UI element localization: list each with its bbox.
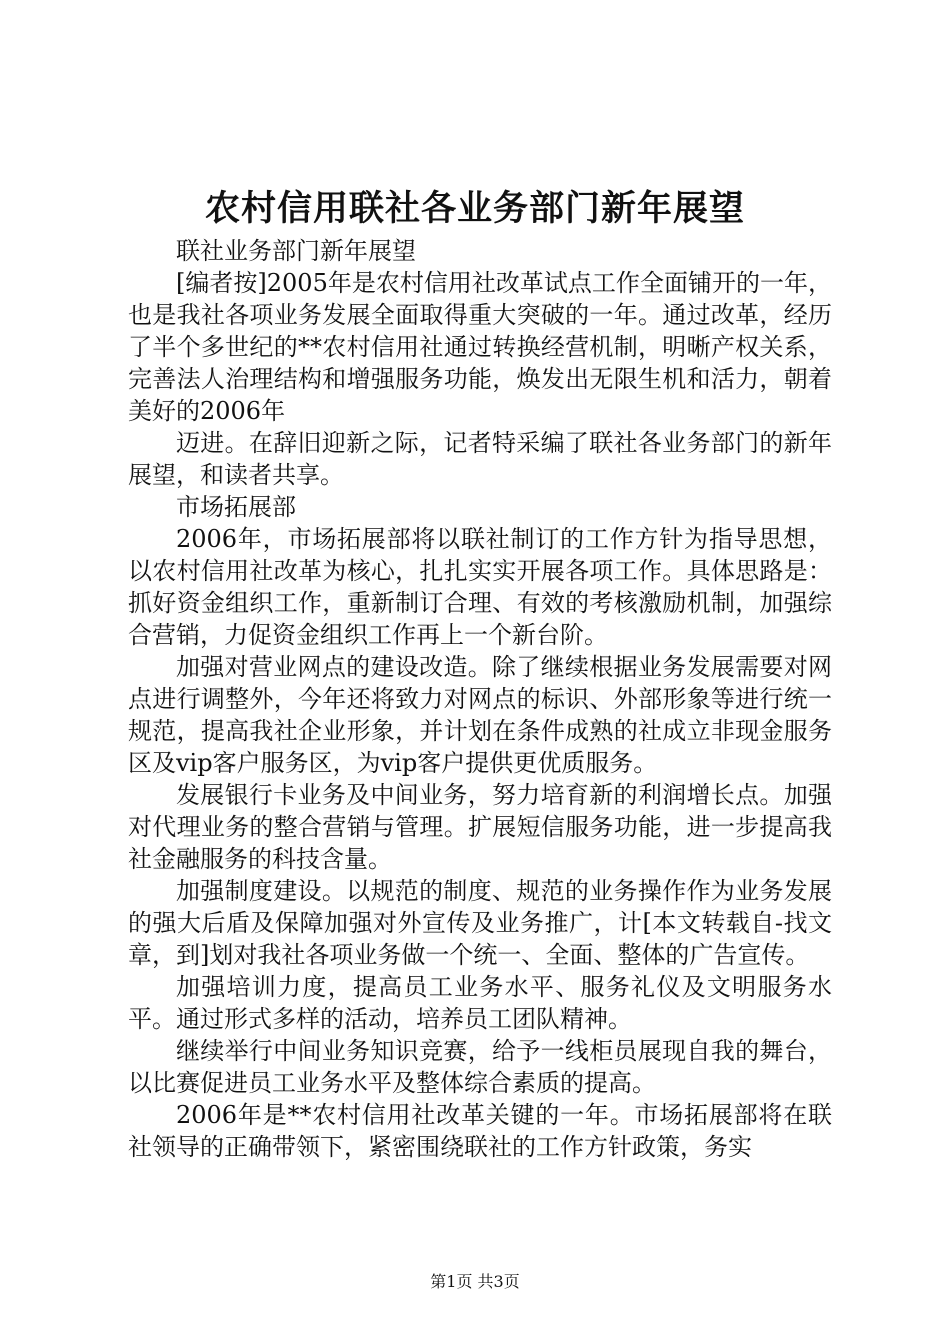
page-footer: 第1页 共3页 (430, 1272, 520, 1291)
document-body (128, 235, 832, 1163)
paragraph-knowledge-contest: 继续举行中间业务知识竞赛，给予一线柜员展现自我的舞台，以比赛促进员工业务水平及整体综合素质的提高。 (128, 1037, 832, 1097)
paragraph-editor-note-continued: 迈进。在辞旧迎新之际，记者特采编了联社各业务部门的新年展望，和读者共享。 (128, 429, 832, 489)
paragraph-2006-reform: 2006年是**农村信用社改革关键的一年。市场拓展部将在联社领导的正确带领下，紧密围绕联社的工作方针政策，务实 (128, 1101, 832, 1161)
paragraph-system-building: 加强制度建设。以规范的制度、规范的业务操作作为业务发展的强大后盾及保障加强对外宣传及业务推广，计[本文转载自-找文章，到]划对我社各项业务做一个统一、全面、整体的广告宣传。 (128, 877, 832, 969)
paragraph-bank-card-business: 发展银行卡业务及中间业务，努力培育新的利润增长点。加强对代理业务的整合营销与管理。扩展短信服务功能，进一步提高我社金融服务的科技含量。 (128, 781, 832, 873)
paragraph-editor-note: [编者按]2005年是农村信用社改革试点工作全面铺开的一年，也是我社各项业务发展全面取得重大突破的一年。通过改革，经历了半个多世纪的**农村信用社通过转换经营机制，明晰产权关系，完善法人治理结构和增强服务功能，焕发出无限生机和活力，朝着美好的2006年 (128, 269, 832, 425)
document-title: 农村信用联社各业务部门新年展望 (204, 188, 745, 229)
paragraph-subtitle: 联社业务部门新年展望 (176, 237, 416, 265)
paragraph-branch-construction: 加强对营业网点的建设改造。除了继续根据业务发展需要对网点进行调整外，今年还将致力对网点的标识、外部形象等进行统一规范，提高我社企业形象，并计划在条件成熟的社成立非现金服务区及vip客户服务区，为vip客户提供更优质服务。 (128, 653, 832, 777)
paragraph-training: 加强培训力度，提高员工业务水平、服务礼仪及文明服务水平。通过形式多样的活动，培养员工团队精神。 (128, 973, 832, 1033)
paragraph-2006-plan: 2006年，市场拓展部将以联社制订的工作方针为指导思想，以农村信用社改革为核心，扎扎实实开展各项工作。具体思路是：抓好资金组织工作，重新制订合理、有效的考核激励机制，加强综合营销，力促资金组织工作再上一个新台阶。 (128, 525, 832, 649)
section-heading-market-expansion: 市场拓展部 (176, 493, 296, 521)
